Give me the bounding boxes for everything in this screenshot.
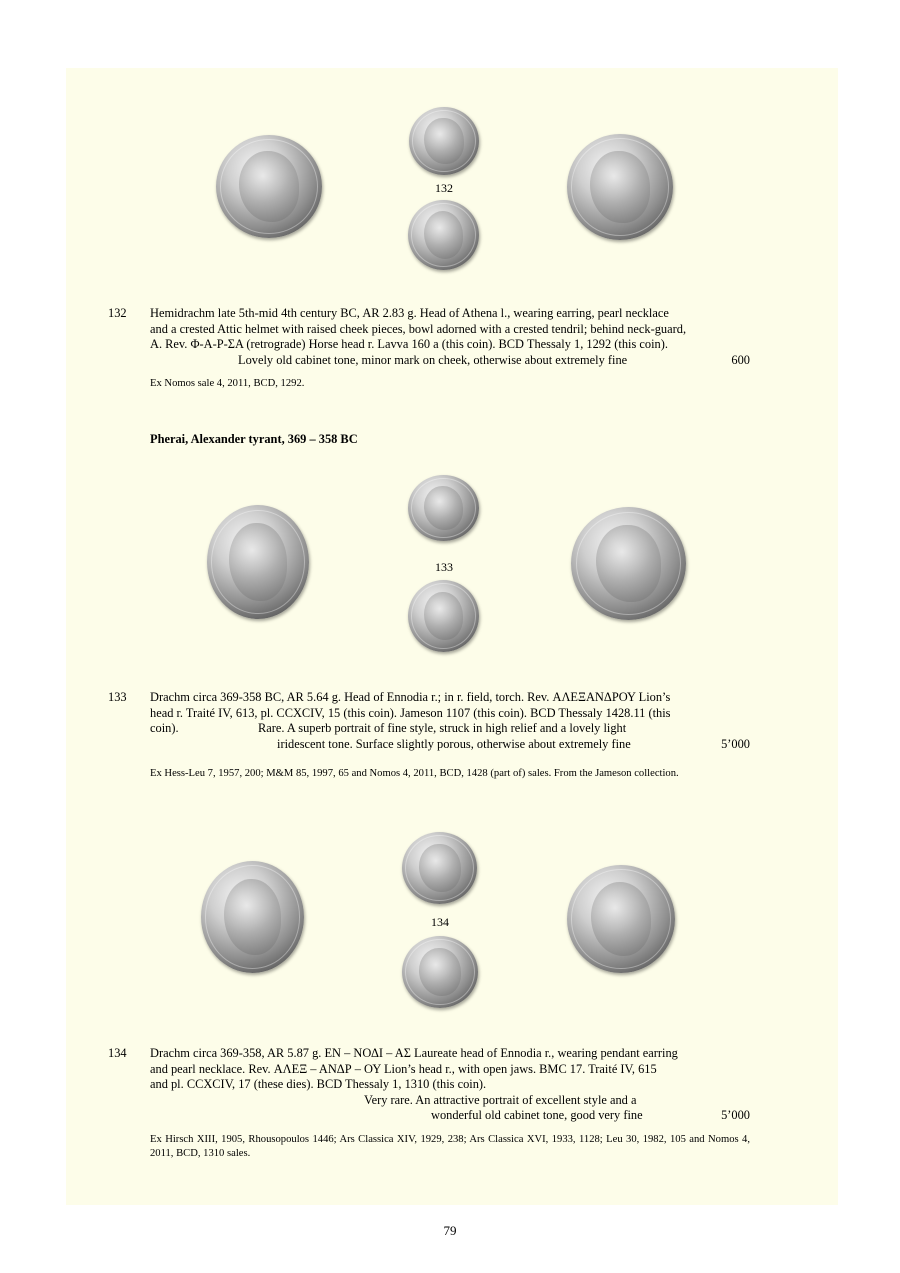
description-line: Hemidrachm late 5th-mid 4th century BC, AR 2.83 g. Head of Athena l., wearing earring, pearl necklace xyxy=(150,306,669,320)
condition-text: Rare. A superb portrait of fine style, struck in high relief and a lovely light xyxy=(258,721,627,735)
coin-132-reverse-actual xyxy=(408,200,479,270)
lot-number: 134 xyxy=(108,1046,127,1060)
coin-134-label: 134 xyxy=(431,915,449,929)
condition-line xyxy=(150,737,750,753)
coin-133-label: 133 xyxy=(435,560,453,574)
description-line: A. Rev. Φ-Α-Ρ-ΣΑ (retrograde) Horse head r. Lavva 160 a (this coin). BCD Thessaly 1, 1292 (this coin). xyxy=(150,337,668,351)
coin-132-reverse-enlarged xyxy=(567,134,673,240)
coin-133-reverse-actual xyxy=(408,580,479,652)
coin-134-reverse-enlarged xyxy=(567,865,675,973)
lot-134-provenance: Ex Hirsch XIII, 1905, Rhousopoulos 1446; Ars Classica XIV, 1929, 238; Ars Classica XVI, 1933, 1128; Leu 30, 1982, 105 and Nomos 4, 2011, BCD, 1310 sales. xyxy=(150,1134,750,1159)
lot-133-description xyxy=(150,690,750,752)
condition-line xyxy=(150,721,750,737)
estimate-price: 5’000 xyxy=(721,736,750,751)
lot-132-description xyxy=(150,306,750,368)
condition-line xyxy=(150,1108,750,1124)
condition-text: Lovely old cabinet tone, minor mark on cheek, otherwise about extremely fine xyxy=(238,352,628,367)
condition-text: iridescent tone. Surface slightly porous, otherwise about extremely fine xyxy=(277,736,631,751)
coin-132-obverse-actual xyxy=(409,107,479,175)
lot-132-provenance: Ex Nomos sale 4, 2011, BCD, 1292. xyxy=(150,378,305,389)
description-line: and a crested Attic helmet with raised cheek pieces, bowl adorned with a crested tendril; behind neck-guard, xyxy=(150,321,687,336)
condition-text: Very rare. An attractive portrait of excellent style and a xyxy=(364,1092,637,1107)
lot-number: 132 xyxy=(108,306,127,320)
coin-133-obverse-enlarged xyxy=(207,505,309,619)
description-line: and pearl necklace. Rev. ΑΛΕΞ – ΑΝΔΡ – ΟΥ Lion’s head r., with open jaws. BMC 17. Traité IV, 615 xyxy=(150,1061,657,1076)
description-line: Drachm circa 369-358 BC, AR 5.64 g. Head of Ennodia r.; in r. field, torch. Rev. ΑΛΕΞΑΝΔΡΟΥ Lion’s xyxy=(150,690,671,704)
coin-134-obverse-enlarged xyxy=(201,861,304,973)
coin-134-reverse-actual xyxy=(402,936,478,1008)
coin-134-obverse-actual xyxy=(402,832,477,904)
lot-133-provenance: Ex Hess-Leu 7, 1957, 200; M&M 85, 1997, 65 and Nomos 4, 2011, BCD, 1428 (part of) sales. From the Jameson collection. xyxy=(150,768,679,779)
coin-133-obverse-actual xyxy=(408,475,479,541)
lot-number: 133 xyxy=(108,690,127,704)
condition-text: wonderful old cabinet tone, good very fine xyxy=(431,1108,643,1122)
description-line-end: coin). xyxy=(150,721,179,735)
coin-133-reverse-enlarged xyxy=(571,507,686,620)
coin-132-label: 132 xyxy=(435,181,453,195)
description-line: head r. Traité IV, 613, pl. CCXCIV, 15 (this coin). Jameson 1107 (this coin). BCD Thessaly 1428.11 (this xyxy=(150,705,671,720)
estimate-price: 5’000 xyxy=(721,1108,750,1122)
condition-line xyxy=(150,1093,750,1109)
description-line: Drachm circa 369-358, AR 5.87 g. ΕΝ – ΝΟΔΙ – ΑΣ Laureate head of Ennodia r., wearing pendant earring xyxy=(150,1046,678,1060)
section-heading: Pherai, Alexander tyrant, 369 – 358 BC xyxy=(150,432,358,446)
lot-134-description xyxy=(150,1046,750,1124)
description-line: and pl. CCXCIV, 17 (these dies). BCD Thessaly 1, 1310 (this coin). xyxy=(150,1077,487,1091)
estimate-price: 600 xyxy=(731,352,750,367)
coin-132-obverse-enlarged xyxy=(216,135,322,238)
condition-line xyxy=(150,353,750,369)
page-number: 79 xyxy=(443,1223,457,1238)
